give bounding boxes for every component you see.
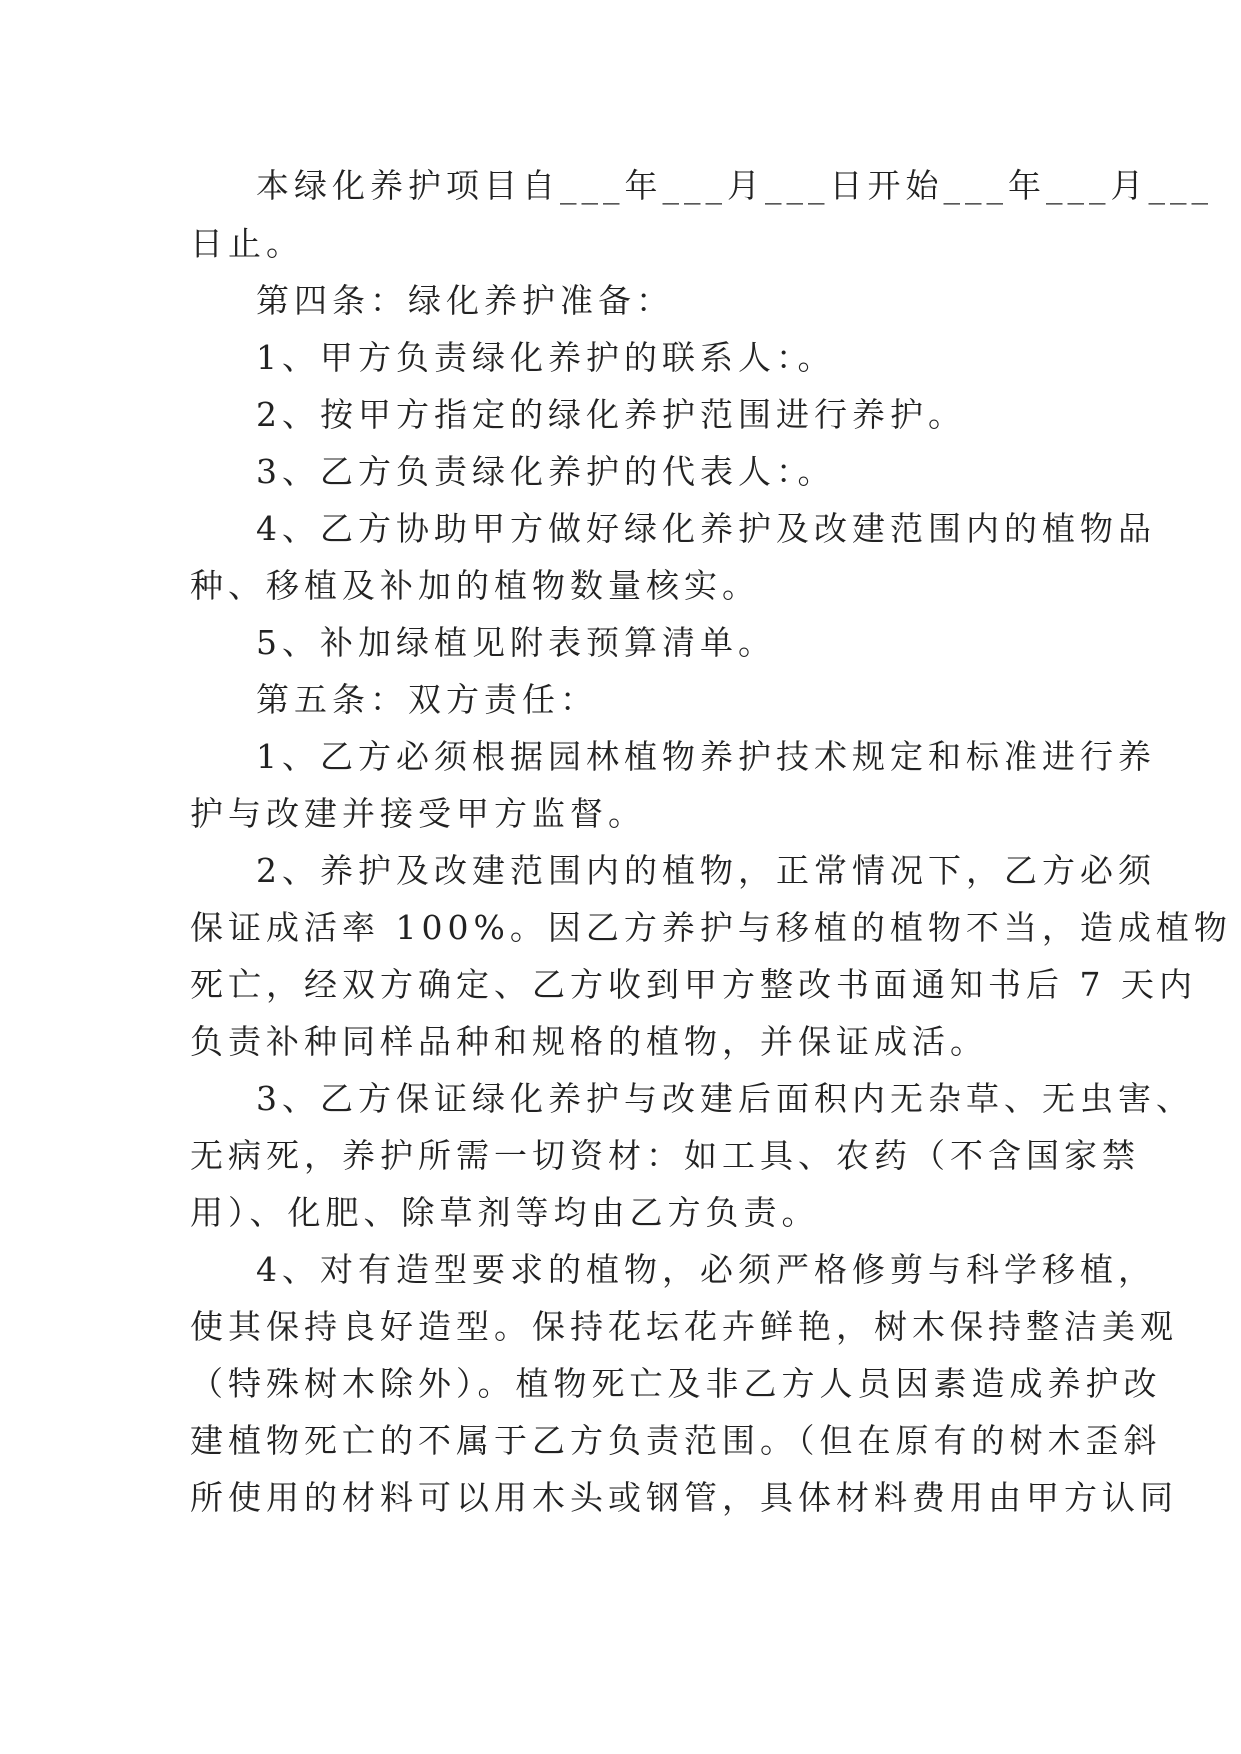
list-item-5-4: 4、对有造型要求的植物，必须严格修剪与科学移植， [256, 1250, 1156, 1289]
list-item-5-2-cont-1: 保证成活率 100%。因乙方养护与移植的植物不当，造成植物 [190, 908, 1232, 947]
list-item-5-1: 1、乙方必须根据园林植物养护技术规定和标准进行养 [256, 737, 1156, 776]
list-item-5-1-cont: 护与改建并接受甲方监督。 [190, 794, 646, 833]
list-item-4-5: 5、补加绿植见附表预算清单。 [256, 623, 776, 662]
paragraph-term-period-cont: 日止。 [190, 224, 304, 263]
list-item-5-2-cont-3: 负责补种同样品种和规格的植物，并保证成活。 [190, 1022, 988, 1061]
list-item-5-3: 3、乙方保证绿化养护与改建后面积内无杂草、无虫害、 [256, 1079, 1194, 1118]
list-item-4-4-cont: 种、移植及补加的植物数量核实。 [190, 566, 760, 605]
list-item-5-4-cont-4: 所使用的材料可以用木头或钢管，具体材料费用由甲方认同 [190, 1478, 1178, 1517]
heading-article-5: 第五条：双方责任： [256, 680, 598, 719]
list-item-5-4-cont-3: 建植物死亡的不属于乙方负责范围。（但在原有的树木歪斜 [190, 1421, 1162, 1460]
list-item-5-3-cont-1: 无病死，养护所需一切资材：如工具、农药（不含国家禁 [190, 1136, 1140, 1175]
list-item-4-2: 2、按甲方指定的绿化养护范围进行养护。 [256, 395, 966, 434]
list-item-5-4-cont-1: 使其保持良好造型。保持花坛花卉鲜艳，树木保持整洁美观 [190, 1307, 1178, 1346]
list-item-5-3-cont-2: 用）、化肥、除草剂等均由乙方负责。 [190, 1193, 820, 1232]
list-item-4-4: 4、乙方协助甲方做好绿化养护及改建范围内的植物品 [256, 509, 1156, 548]
list-item-5-4-cont-2: （特殊树木除外）。植物死亡及非乙方人员因素造成养护改 [190, 1364, 1162, 1403]
list-item-4-1: 1、甲方负责绿化养护的联系人：。 [256, 338, 836, 377]
list-item-4-3: 3、乙方负责绿化养护的代表人：。 [256, 452, 836, 491]
list-item-5-2: 2、养护及改建范围内的植物，正常情况下，乙方必须 [256, 851, 1156, 890]
list-item-5-2-cont-2: 死亡，经双方确定、乙方收到甲方整改书面通知书后 7 天内 [190, 965, 1197, 1004]
paragraph-term-period: 本绿化养护项目自___年___月___日开始___年___月___ [256, 166, 1213, 205]
heading-article-4: 第四条：绿化养护准备： [256, 281, 674, 320]
